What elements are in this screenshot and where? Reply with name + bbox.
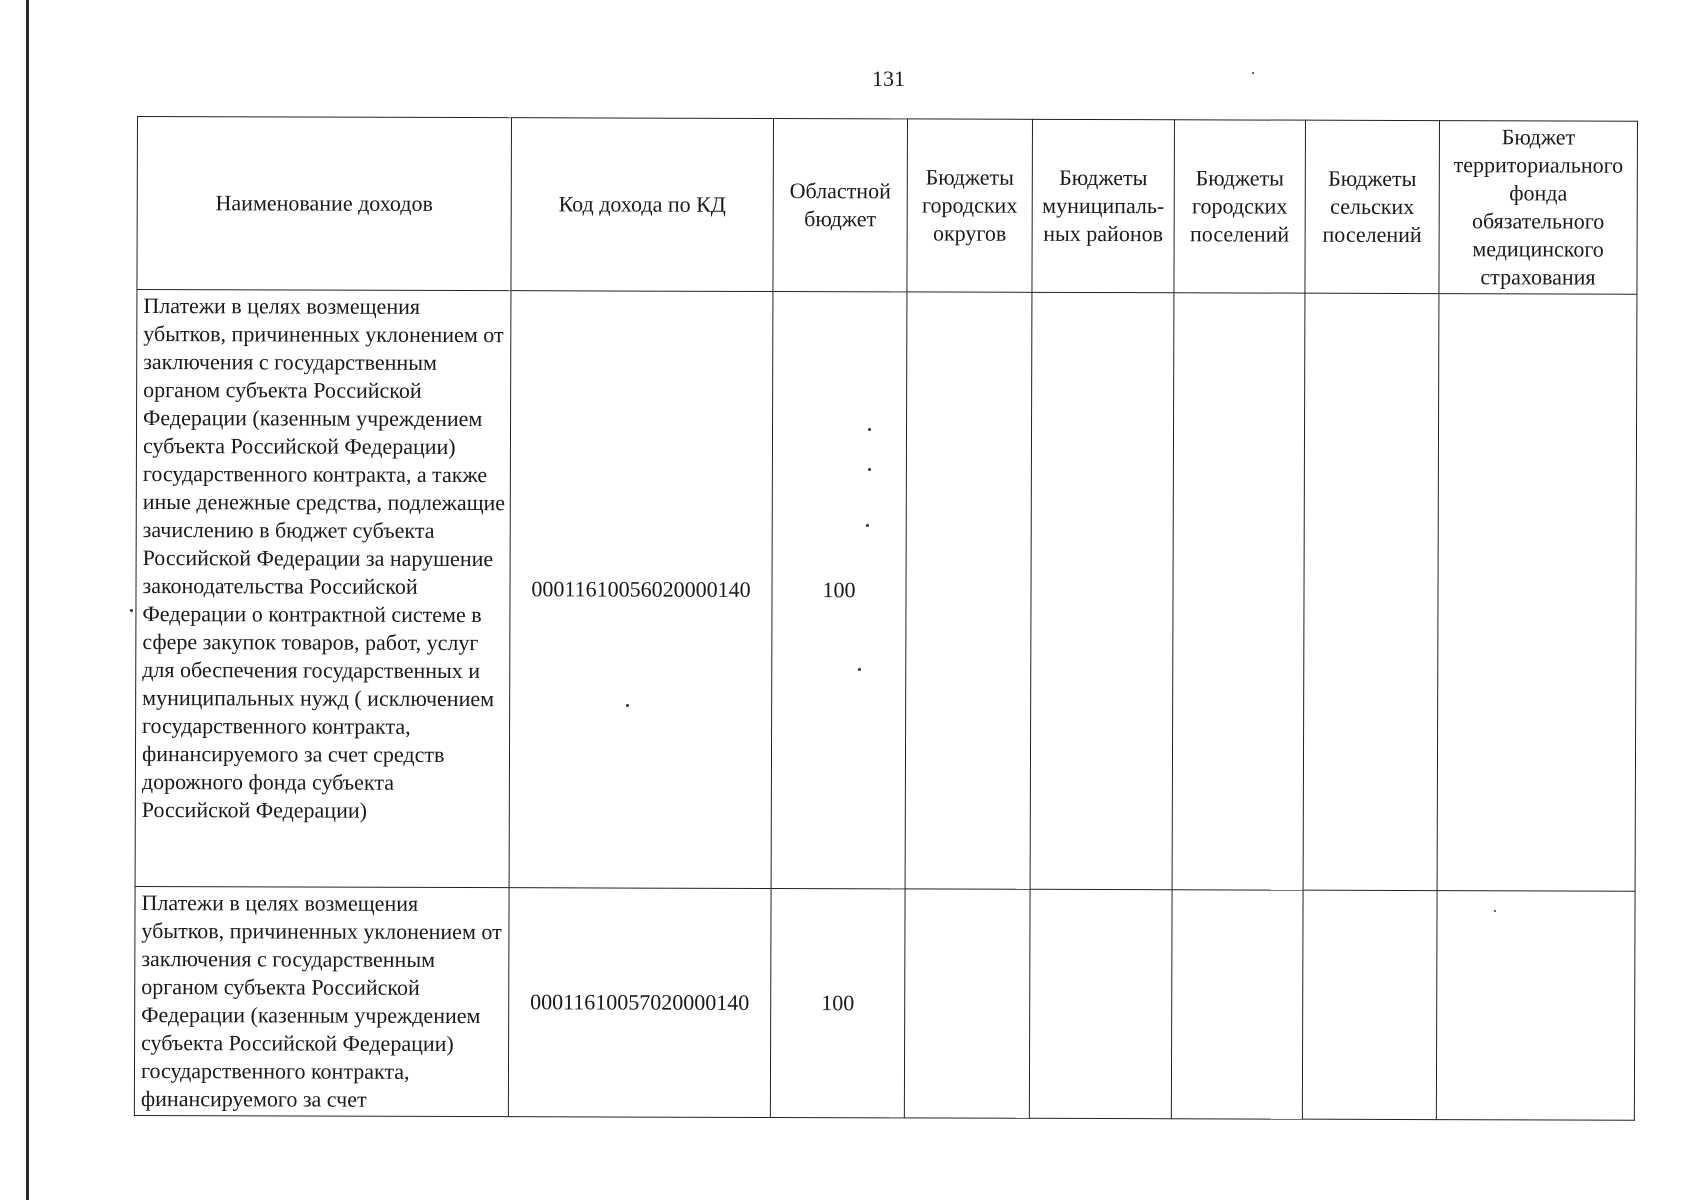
- regional-budget-cell: 100: [771, 291, 907, 888]
- binding-margin-line: [26, 0, 29, 1200]
- income-code-cell: 00011610057020000140: [508, 888, 771, 1118]
- city-districts-cell: [904, 889, 1030, 1118]
- table-row: [135, 290, 1637, 892]
- regional-budget-cell: 100: [770, 888, 905, 1117]
- header-income-name: Наименование доходов: [137, 117, 512, 291]
- medical-fund-cell: [1437, 294, 1637, 892]
- scan-speck: [858, 668, 861, 671]
- table-header-row: [137, 117, 1638, 295]
- header-urban-settlements-budgets: Бюджеты городских поселений: [1174, 120, 1306, 293]
- scan-speck: [626, 704, 629, 707]
- medical-fund-cell: [1436, 891, 1635, 1121]
- income-distribution-table: [134, 116, 1638, 1121]
- table-row: [134, 886, 1635, 1120]
- rural-settlements-cell: [1303, 293, 1439, 890]
- header-regional-budget: Областной бюджет: [773, 118, 908, 291]
- scan-speck: [1494, 910, 1496, 912]
- scan-speck: [866, 524, 869, 527]
- scan-speck: [868, 468, 871, 471]
- header-income-code: Код дохода по КД: [511, 118, 774, 292]
- header-municipal-districts-budgets: Бюджеты муниципаль-ных районов: [1032, 119, 1175, 292]
- city-districts-cell: [905, 292, 1032, 889]
- urban-settlements-cell: [1172, 293, 1305, 890]
- urban-settlements-cell: [1171, 890, 1303, 1119]
- municipal-districts-cell: [1029, 889, 1172, 1118]
- header-rural-settlements-budgets: Бюджеты сельских поселений: [1305, 120, 1440, 293]
- scan-speck: [130, 609, 133, 612]
- scan-speck: [1252, 72, 1254, 74]
- municipal-districts-cell: [1030, 292, 1174, 889]
- rural-settlements-cell: [1302, 890, 1437, 1119]
- header-medical-insurance-fund-budget: Бюджет территориального фонда обязательного медицинского страхования: [1439, 121, 1638, 295]
- income-code-cell: 00011610056020000140: [509, 291, 773, 889]
- income-name-cell: Платежи в целях возмещения убытков, причиненных уклонением от заключения с государственным органом субъекта Российской Федерации (казенным учреждением субъекта Российской Федерации) государственного контракта, финансируемого за счет: [134, 886, 509, 1116]
- page-number: 131: [872, 66, 905, 91]
- header-city-districts-budgets: Бюджеты городских округов: [907, 119, 1033, 292]
- scan-speck: [868, 428, 871, 431]
- income-name-cell: Платежи в целях возмещения убытков, причиненных уклонением от заключения с государственным органом субъекта Российской Федерации (казенным учреждением субъекта Российской Федерации) государственного контракта, а также иные денежные средства, подлежащие зачислению в бюджет субъекта Российской Федерации за нарушение законодательства Российской Федерации о контрактной системе в сфере закупок товаров, работ, услуг для обеспечения государственных и муниципальных нужд ( исключением государственного контракта, финансируемого за счет средств дорожного фонда субъекта Российской Федерации): [135, 290, 511, 888]
